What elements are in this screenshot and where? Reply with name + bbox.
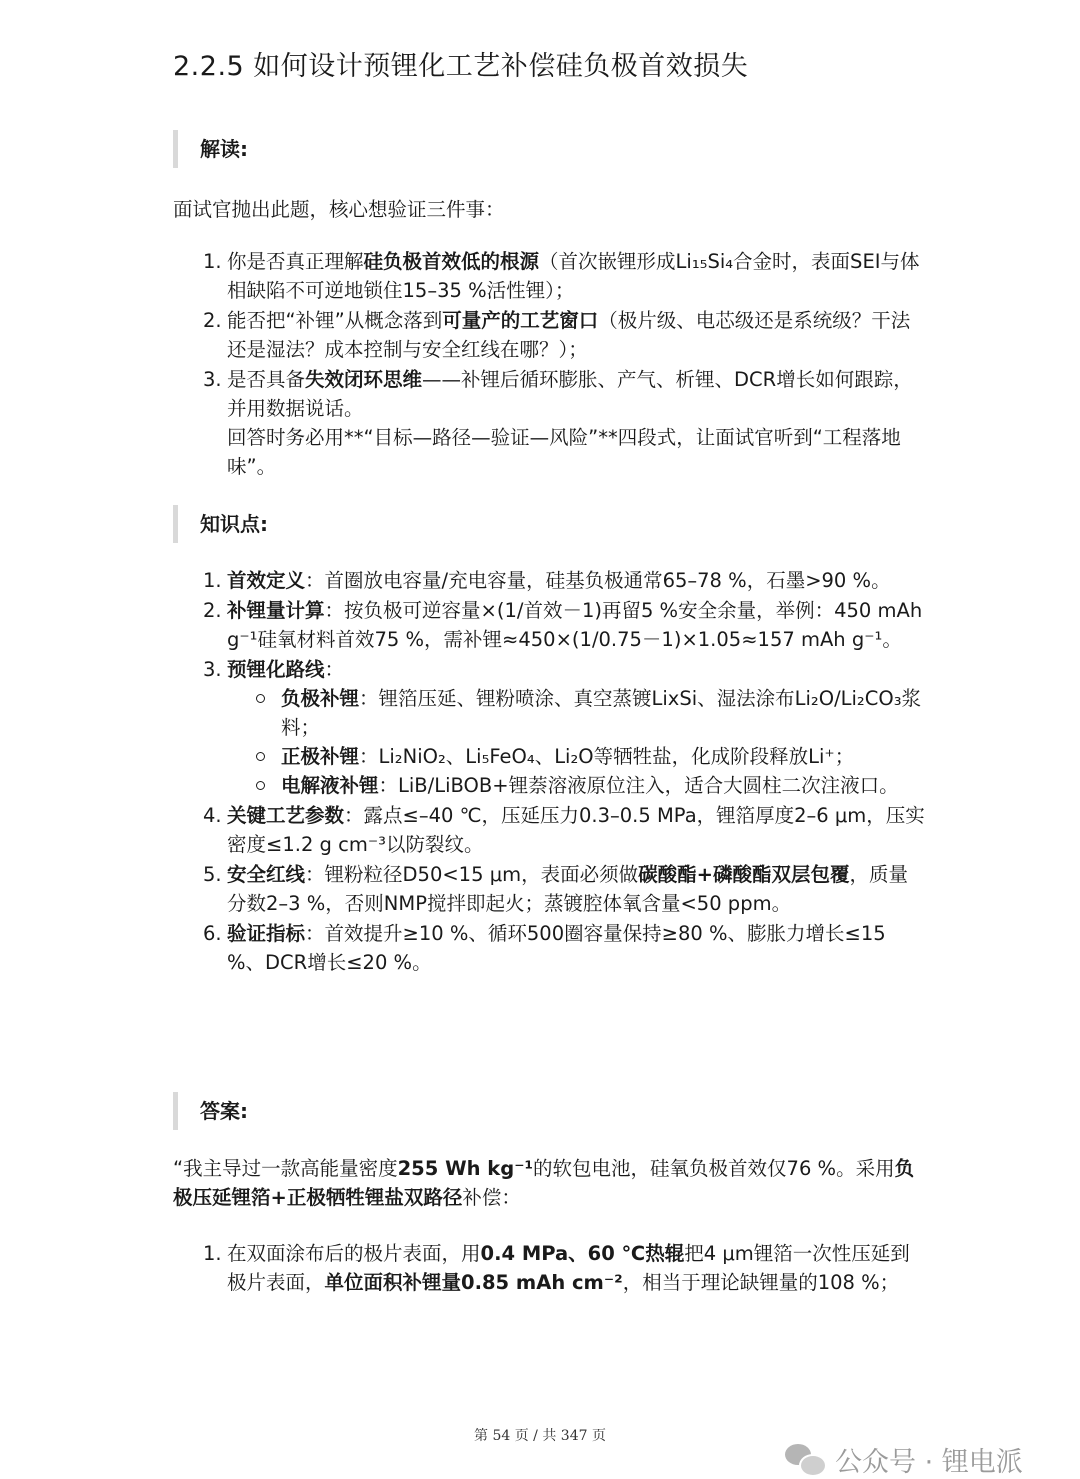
interpretation-intro: 面试官抛出此题，核心想验证三件事： — [173, 198, 505, 221]
answer-format-note: 回答时务必用**“目标—路径—验证—风险”**四段式，让面试官听到“工程落地味”。 — [227, 426, 901, 478]
prelithiation-route-list — [227, 684, 927, 800]
list-item: 电解液补锂：LiB/LiBOB+锂萘溶液原位注入，适合大圆柱二次注液口。 — [281, 771, 927, 800]
list-item: 2. 能否把“补锂”从概念落到可量产的工艺窗口（极片级、电芯级还是系统级？干法还是湿法？成本控制与安全红线在哪？）； — [203, 309, 911, 361]
list-item: 2. 补锂量计算：按负极可逆容量×(1/首效－1)再留5 %安全余量，举例：450 mAh g⁻¹硅氧材料首效75 %，需补锂≈450×(1/0.75－1)×1.05≈157 mAh g⁻¹。 — [203, 599, 923, 651]
interpretation-list — [203, 247, 927, 482]
wechat-icon — [785, 1442, 825, 1476]
page-title: 2.2.5 如何设计预锂化工艺补偿硅负极首效损失 — [173, 51, 749, 82]
list-item: 4. 关键工艺参数：露点≤–40 ℃，压延压力0.3–0.5 MPa，锂箔厚度2–6 μm，压实密度≤1.2 g cm⁻³以防裂纹。 — [203, 804, 925, 856]
list-item: 1. 首效定义：首圈放电容量/充电容量，硅基负极通常65–78 %，石墨>90 %。 — [203, 569, 891, 592]
section-heading-knowledge: 知识点: — [173, 505, 268, 543]
page-number-footer: 第 54 页 / 共 347 页 — [474, 1428, 606, 1444]
watermark — [785, 1440, 1023, 1478]
list-item: 负极补锂：锂箔压延、锂粉喷涂、真空蒸镀LixSi、湿法涂布Li₂O/Li₂CO₃浆料； — [281, 684, 927, 742]
section-heading-answer: 答案: — [173, 1092, 248, 1130]
section-heading-interpretation: 解读: — [173, 130, 248, 168]
list-item: 1. 你是否真正理解硅负极首效低的根源（首次嵌锂形成Li₁₅Si₄合金时，表面SEI与体相缺陷不可逆地锁住15–35 %活性锂）； — [203, 250, 920, 302]
answer-list — [203, 1239, 927, 1298]
list-item: 1. 在双面涂布后的极片表面，用0.4 MPa、60 ℃热辊把4 μm锂箔一次性压延到极片表面，单位面积补锂量0.85 mAh cm⁻²，相当于理论缺锂量的108 %； — [203, 1242, 910, 1294]
knowledge-list — [203, 566, 927, 978]
answer-intro: “我主导过一款高能量密度255 Wh kg⁻¹的软包电池，硅氧负极首效仅76 %。采用负极压延锂箔+正极牺牲锂盐双路径补偿： — [173, 1157, 915, 1209]
list-item: 正极补锂：Li₂NiO₂、Li₅FeO₄、Li₂O等牺牲盐，化成阶段释放Li⁺； — [281, 742, 927, 771]
list-item: 3. 预锂化路线： 负极补锂：锂箔压延、锂粉喷涂、真空蒸镀LixSi、湿法涂布Li₂O/Li₂CO₃浆料； 正极补锂：Li₂NiO₂、Li₅FeO₄、Li₂O等牺牲盐，化成阶段释放Li⁺； 电解液补锂：LiB/LiBOB+锂萘溶液原位注入，适合大圆柱二次注液口。 — [227, 655, 927, 800]
list-item: 3. 是否具备失效闭环思维——补锂后循环膨胀、产气、析锂、DCR增长如何跟踪，并用数据说话。 回答时务必用**“目标—路径—验证—风险”**四段式，让面试官听到“工程落地味”。 — [203, 368, 913, 478]
list-item: 5. 安全红线：锂粉粒径D50<15 μm，表面必须做碳酸酯+磷酸酯双层包覆，质量分数2–3 %，否则NMP搅拌即起火；蒸镀腔体氧含量<50 ppm。 — [203, 863, 908, 915]
watermark-text: 公众号 · 锂电派 — [835, 1446, 1023, 1478]
list-item: 6. 验证指标：首效提升≥10 %、循环500圈容量保持≥80 %、膨胀力增长≤15 %、DCR增长≤20 %。 — [203, 922, 886, 974]
